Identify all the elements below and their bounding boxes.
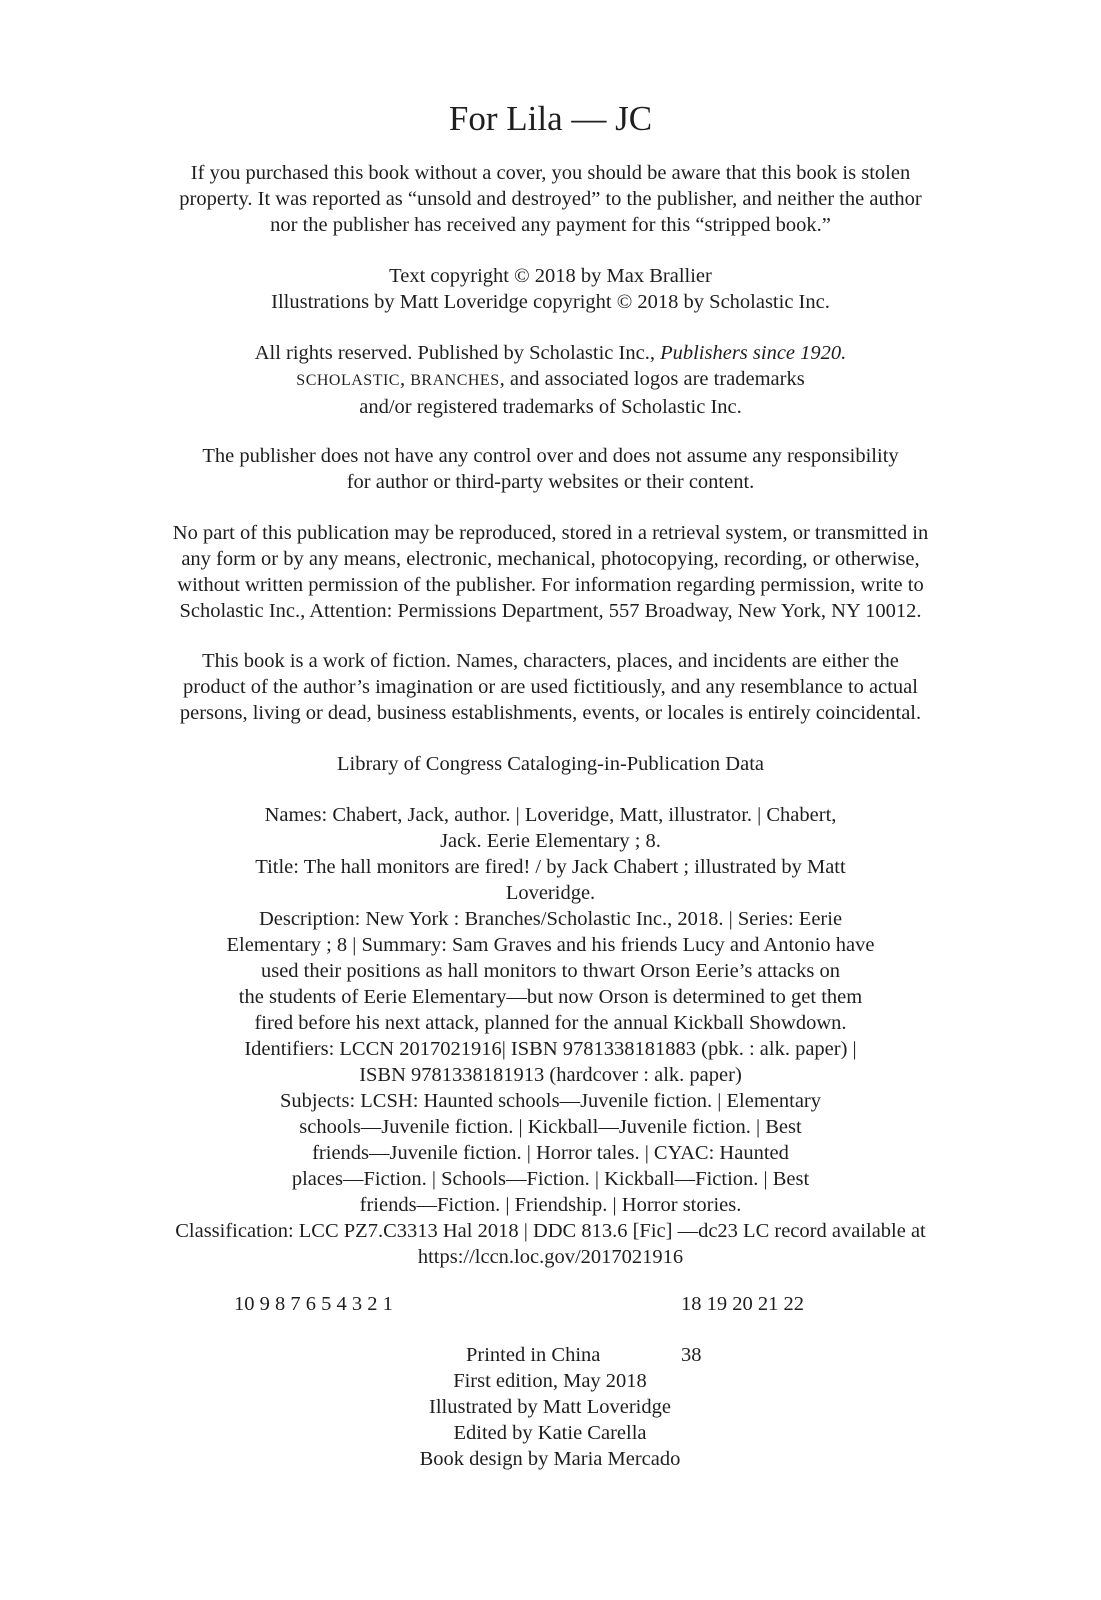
year-line: 18 19 20 21 22: [681, 1293, 804, 1315]
reproduction-line: without written permission of the publisher. For information regarding permission, write to: [177, 574, 924, 596]
cip-line: schools—Juvenile fiction. | Kickball—Juvenile fiction. | Best: [299, 1116, 802, 1138]
rights-text: All rights reserved. Published by Scholastic Inc.,: [254, 342, 661, 364]
cip-heading: [60, 751, 1041, 777]
cip-line: Subjects: LCSH: Haunted schools—Juvenile fiction. | Elementary: [280, 1090, 821, 1112]
cip-line: the students of Eerie Elementary—but now Orson is determined to get them: [238, 986, 863, 1008]
reproduction-line: any form or by any means, electronic, mechanical, photocopying, recording, or otherwise,: [181, 548, 920, 570]
stripped-notice-line: If you purchased this book without a cover, you should be aware that this book is stolen: [190, 162, 911, 184]
cip-line: Description: New York : Branches/Scholastic Inc., 2018. | Series: Eerie: [258, 908, 843, 930]
rights-line-1: [60, 340, 1041, 366]
printer-code: 38: [681, 1344, 702, 1366]
cip-line: Elementary ; 8 | Summary: Sam Graves and his friends Lucy and Antonio have: [226, 934, 875, 956]
cip-line: Names: Chabert, Jack, author. | Loveridge, Matt, illustrator. | Chabert,: [264, 804, 837, 826]
disclaimer-line: for author or third-party websites or their content.: [346, 471, 755, 493]
cip-line: places—Fiction. | Schools—Fiction. | Kickball—Fiction. | Best: [291, 1168, 810, 1190]
printed-in: Printed in China: [466, 1344, 601, 1366]
fiction-line: This book is a work of fiction. Names, characters, places, and incidents are either the: [202, 650, 899, 672]
edition-line: First edition, May 2018: [453, 1370, 647, 1392]
copyright-line: Illustrations by Matt Loveridge copyright © 2018 by Scholastic Inc.: [271, 291, 830, 313]
stripped-notice-line: property. It was reported as “unsold and destroyed” to the publisher, and neither the author: [179, 188, 922, 210]
cip-line: fired before his next attack, planned for the annual Kickball Showdown.: [254, 1012, 847, 1034]
designer-credit: Book design by Maria Mercado: [419, 1448, 681, 1470]
fiction-line: product of the author’s imagination or are used fictitiously, and any resemblance to actual: [183, 676, 918, 698]
copyright-line: Text copyright © 2018 by Max Brallier: [389, 265, 712, 287]
trademark-separator: ,: [399, 368, 411, 390]
fiction-disclaimer: [60, 648, 1041, 726]
rights-line-2: [60, 366, 1041, 394]
fiction-line: persons, living or dead, business establishments, events, or locales is entirely coincidental.: [179, 702, 922, 724]
printing-line: 10 9 8 7 6 5 4 3 2 1: [234, 1293, 393, 1315]
third-party-disclaimer: [60, 443, 1041, 495]
cip-line: Title: The hall monitors are fired! / by Jack Chabert ; illustrated by Matt: [255, 856, 846, 878]
stripped-book-notice: [60, 160, 1041, 238]
publisher-tagline: Publishers since 1920.: [660, 342, 847, 364]
trademark-branches: BRANCHES: [410, 372, 500, 389]
stripped-notice-line: nor the publisher has received any payment for this “stripped book.”: [270, 214, 831, 236]
trademark-text: , and associated logos are trademarks: [499, 368, 805, 390]
trademark-scholastic: SCHOLASTIC: [296, 372, 400, 389]
reproduction-line: Scholastic Inc., Attention: Permissions Department, 557 Broadway, New York, NY 10012.: [179, 600, 922, 622]
copyright-notice: [60, 263, 1041, 315]
rights-notice: [60, 340, 1041, 420]
illustrator-credit: Illustrated by Matt Loveridge: [429, 1396, 671, 1418]
edition-credits: [290, 1368, 810, 1472]
cip-line: friends—Juvenile fiction. | Horror tales. | CYAC: Haunted: [312, 1142, 789, 1164]
cip-line: friends—Fiction. | Friendship. | Horror stories.: [359, 1194, 742, 1216]
cip-line: Jack. Eerie Elementary ; 8.: [440, 830, 661, 852]
editor-credit: Edited by Katie Carella: [453, 1422, 647, 1444]
reproduction-notice: [60, 520, 1041, 624]
cip-record: [60, 802, 1041, 1270]
cip-heading-text: Library of Congress Cataloging-in-Publication Data: [337, 753, 764, 775]
cip-line: https://lccn.loc.gov/2017021916: [417, 1246, 684, 1268]
disclaimer-line: The publisher does not have any control over and does not assume any responsibility: [202, 445, 899, 467]
cip-line: Loveridge.: [505, 882, 596, 904]
dedication: For Lila — JC: [448, 99, 653, 138]
rights-line-3: and/or registered trademarks of Scholastic Inc.: [359, 396, 742, 418]
cip-line: Identifiers: LCCN 2017021916| ISBN 9781338181883 (pbk. : alk. paper) |: [244, 1038, 857, 1060]
reproduction-line: No part of this publication may be reproduced, stored in a retrieval system, or transmitted in: [172, 522, 929, 544]
cip-line: ISBN 9781338181913 (hardcover : alk. paper): [359, 1064, 742, 1086]
cip-line: used their positions as hall monitors to thwart Orson Eerie’s attacks on: [260, 960, 841, 982]
cip-line: Classification: LCC PZ7.C3313 Hal 2018 | DDC 813.6 [Fic] —dc23 LC record available at: [175, 1220, 926, 1242]
